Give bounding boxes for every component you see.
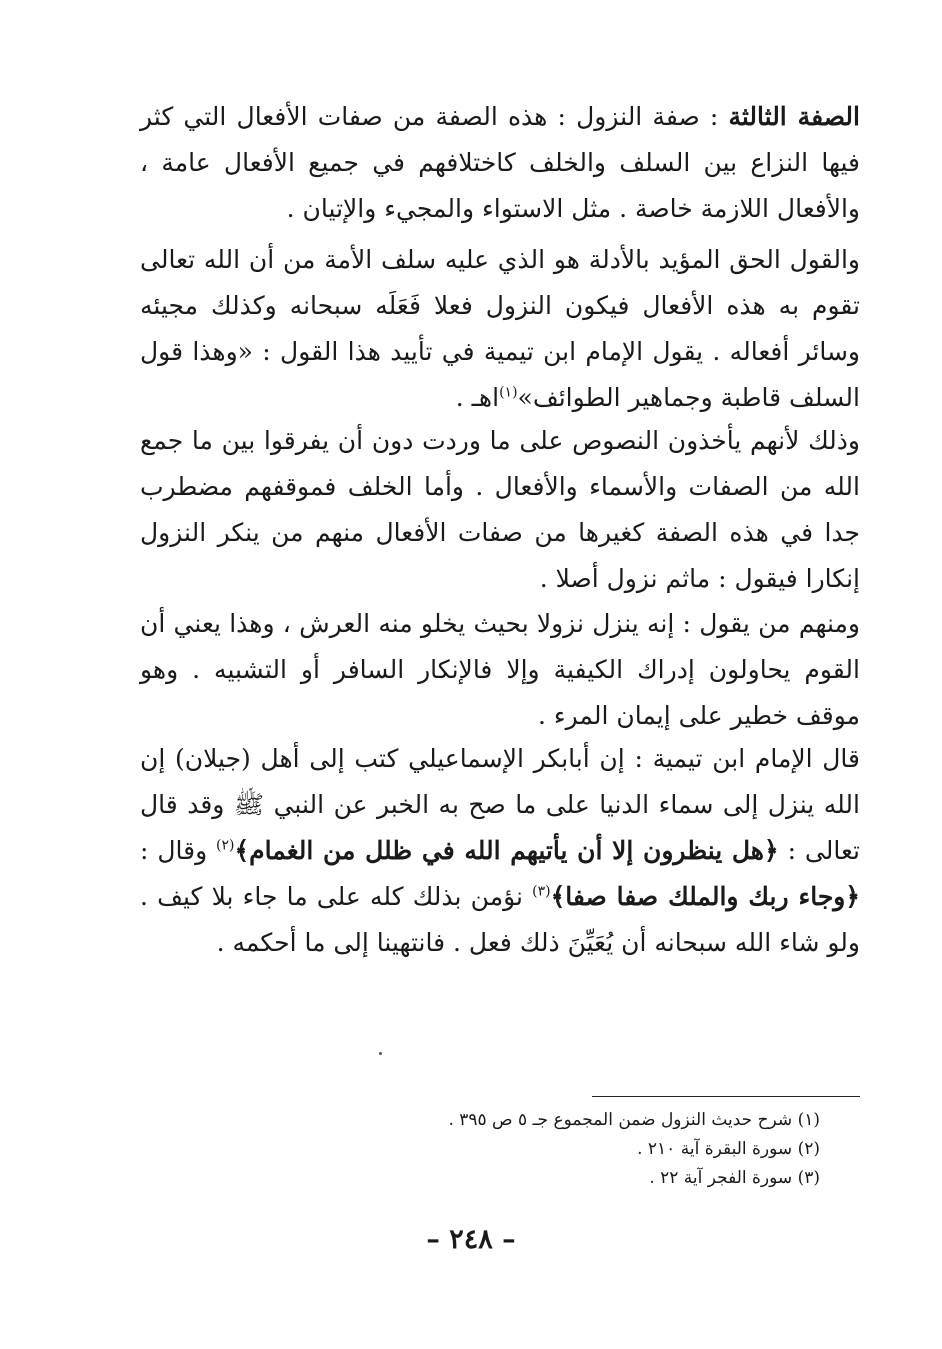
footnote-ref-2: (٢) xyxy=(216,837,235,854)
paragraph-3 xyxy=(140,418,860,602)
paragraph-1-text: : صفة النزول : هذه الصفة من صفات الأفعال التي كثر فيها النزاع بين السلف والخلف كاختلافهم في جميع الأفعال عامة ، والأفعال اللازمة خاصة . مثل الاستواء والمجيء والإتيان . xyxy=(140,102,860,223)
paragraph-4 xyxy=(140,601,860,739)
paragraph-2-text: والقول الحق المؤيد بالأدلة هو الذي عليه سلف الأمة من أن الله تعالى تقوم به هذه الأفعال فيكون النزول فعلا فَعَلَه سبحانه وكذلك مجيئه وسائر أفعاله . يقول الإمام ابن تيمية في تأييد هذا القول : «وهذا قول السلف قاطبة وجماهير الطوائف» xyxy=(140,245,860,412)
footnotes xyxy=(380,1106,820,1193)
footnote-3: (٣) سورة الفجر آية ٢٢ . xyxy=(649,1168,820,1188)
page-number: – ٢٤٨ – xyxy=(426,1224,516,1255)
quran-verse-1: ﴿هل ينظرون إلا أن يأتيهم الله في ظلل من الغمام﴾ xyxy=(234,836,779,865)
paragraph-5-tail: نؤمن بذلك كله على ما جاء بلا كيف . ولو شاء الله سبحانه أن يُعَيِّنَ ذلك فعل . فانتهينا إلى ما أحكمه . xyxy=(140,882,860,957)
paragraph-2 xyxy=(140,237,860,421)
footnote-2: (٢) سورة البقرة آية ٢١٠ . xyxy=(637,1139,820,1159)
paragraph-2-tail: اهـ . xyxy=(455,383,500,412)
footnote-ref-3: (٣) xyxy=(532,883,551,900)
paragraph-1 xyxy=(140,94,860,232)
paragraph-3-text: وذلك لأنهم يأخذون النصوص على ما وردت دون أن يفرقوا بين ما جمع الله من الصفات والأسماء والأفعال . وأما الخلف فموقفهم مضطرب جدا في هذه الصفة كغيرها من صفات الأفعال منهم من ينكر النزول إنكارا فيقول : ماثم نزول أصلا . xyxy=(140,426,860,593)
paragraph-5 xyxy=(140,736,860,966)
paragraph-5-text: قال الإمام ابن تيمية : إن أبابكر الإسماعيلي كتب إلى أهل (جيلان) إن الله ينزل إلى سماء الدنيا على ما صح به الخبر عن النبي ﷺ وقد قال تعالى : xyxy=(140,744,860,865)
quran-verse-2: ﴿وجاء ربك والملك صفا صفا﴾ xyxy=(550,882,860,911)
section-heading: الصفة الثالثة xyxy=(728,102,860,131)
footnote-ref-1: (١) xyxy=(499,384,518,401)
paragraph-4-text: ومنهم من يقول : إنه ينزل نزولا بحيث يخلو منه العرش ، وهذا يعني أن القوم يحاولون إدراك الكيفية وإلا فالإنكار السافر أو التشبيه . وهو موقف خطير على إيمان المرء . xyxy=(140,609,860,730)
footnote-divider xyxy=(592,1096,860,1097)
footnote-1: (١) شرح حديث النزول ضمن المجموع جـ ٥ ص ٣٩٥ . xyxy=(448,1110,820,1130)
print-speck xyxy=(379,1052,382,1055)
paragraph-5-middle: وقال : xyxy=(140,836,217,865)
